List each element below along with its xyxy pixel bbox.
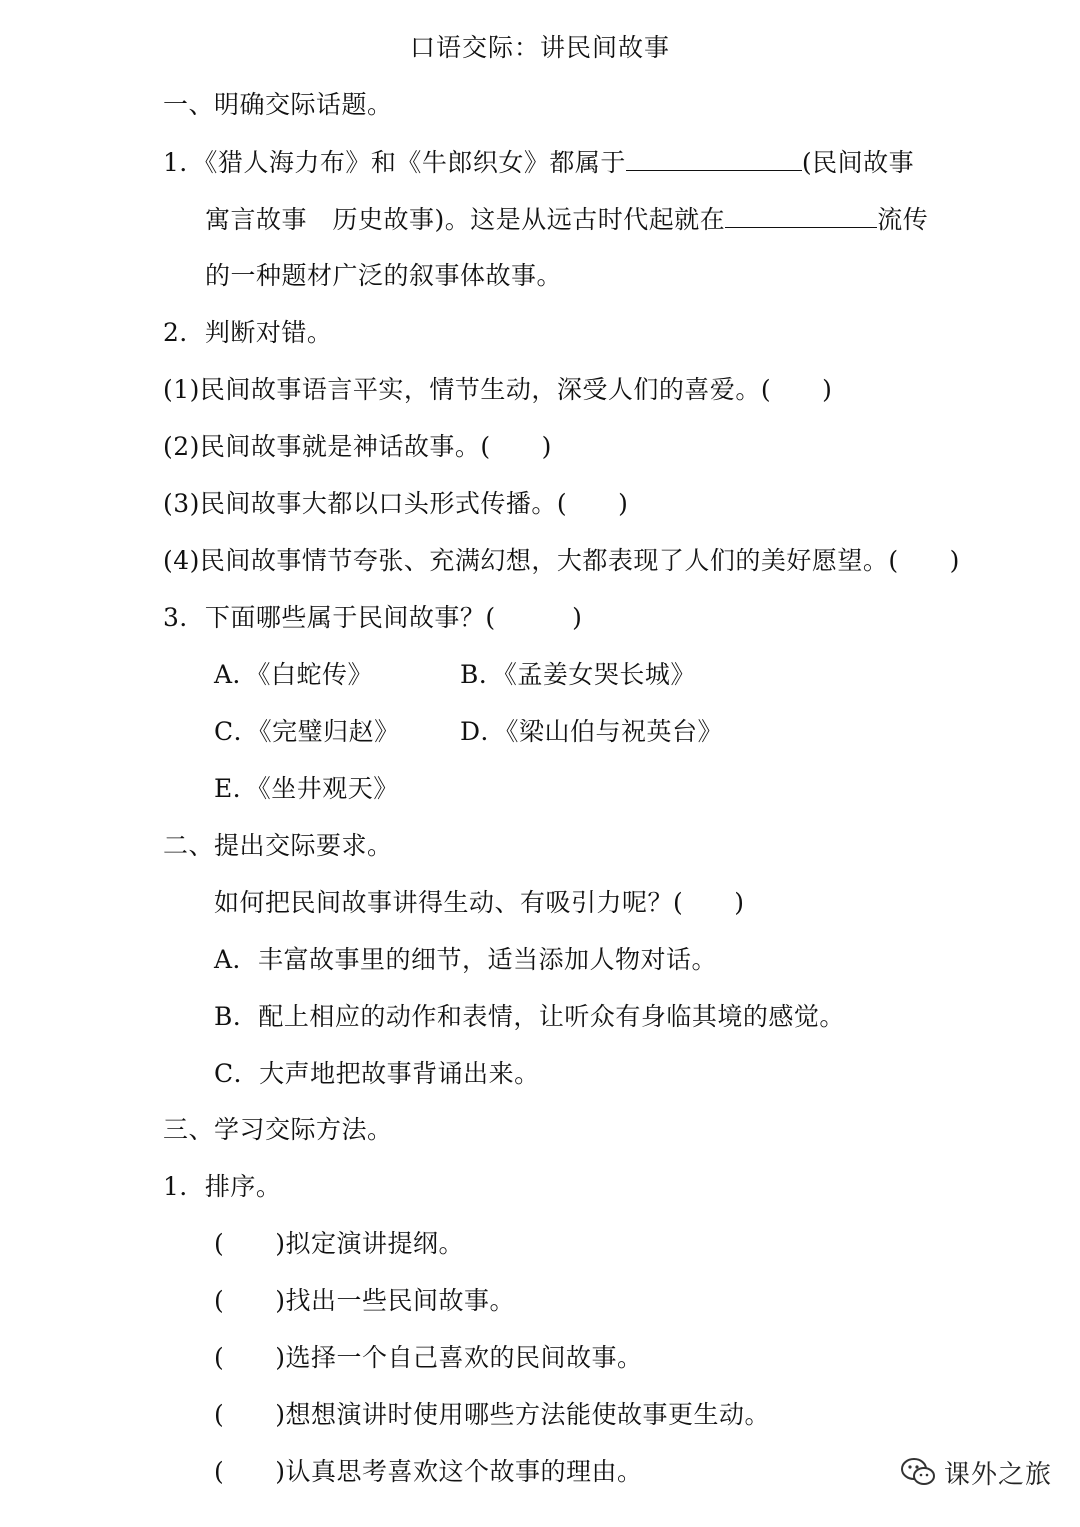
q1-text-4: 流传 (877, 205, 929, 234)
s3-item-4: ( )想想演讲时使用哪些方法能使故事更生动。 (214, 1400, 771, 1429)
q1-text-2: (民间故事 (801, 148, 915, 177)
section-1-heading: 一、明确交际话题。 (163, 90, 393, 119)
q3-option-e: E．《坐井观天》 (214, 774, 399, 803)
q2-heading: 2．判断对错。 (163, 318, 333, 347)
answer-blank-1[interactable] (626, 146, 802, 171)
q2-item-3: (3)民间故事大都以口头形式传播。( ) (163, 489, 629, 518)
q3-options-row-1 (214, 659, 914, 691)
s3-q1-heading: 1．排序。 (163, 1172, 282, 1201)
s2-question: 如何把民间故事讲得生动、有吸引力呢？( ) (214, 888, 745, 917)
page-title: 口语交际：讲民间故事 (409, 33, 670, 62)
watermark-text: 课外之旅 (944, 1459, 1053, 1490)
q3-option-c: C．《完璧归赵》 (214, 717, 400, 746)
s3-item-5: ( )认真思考喜欢这个故事的理由。 (214, 1457, 643, 1486)
q1-line-3: 的一种题材广泛的叙事体故事。 (205, 261, 563, 290)
s3-item-2: ( )找出一些民间故事。 (214, 1286, 516, 1315)
s2-option-b: B．配上相应的动作和表情，让听众有身临其境的感觉。 (214, 1002, 845, 1031)
q1-text-1: 1．《猎人海力布》和《牛郎织女》都属于 (163, 148, 626, 177)
q3-options-row-2 (214, 716, 914, 748)
section-3-heading: 三、学习交际方法。 (163, 1115, 393, 1144)
q1-line-2 (205, 203, 928, 236)
section-2-heading: 二、提出交际要求。 (163, 831, 393, 860)
q2-item-2: (2)民间故事就是神话故事。( ) (163, 432, 552, 461)
s3-item-3: ( )选择一个自己喜欢的民间故事。 (214, 1343, 643, 1372)
q2-item-4: (4)民间故事情节夸张、充满幻想，大都表现了人们的美好愿望。( ) (163, 546, 960, 575)
q1-text-3: 寓言故事 历史故事)。这是从远古时代起就在 (205, 205, 726, 234)
q2-item-1: (1)民间故事语言平实，情节生动，深受人们的喜爱。( ) (163, 375, 833, 404)
q3-option-d: D．《梁山伯与祝英台》 (460, 717, 724, 746)
wechat-icon (900, 1456, 936, 1488)
q3-heading: 3．下面哪些属于民间故事？( ) (163, 603, 583, 632)
s3-item-1: ( )拟定演讲提纲。 (214, 1229, 465, 1258)
s2-option-a: A．丰富故事里的细节，适当添加人物对话。 (214, 945, 718, 974)
answer-blank-2[interactable] (725, 203, 877, 228)
q3-option-a: A．《白蛇传》 (214, 660, 374, 689)
q1-line-1 (163, 146, 914, 179)
s2-option-c: C．大声地把故事背诵出来。 (214, 1059, 540, 1088)
q3-option-b: B．《孟姜女哭长城》 (460, 660, 696, 689)
watermark (900, 1452, 1070, 1492)
